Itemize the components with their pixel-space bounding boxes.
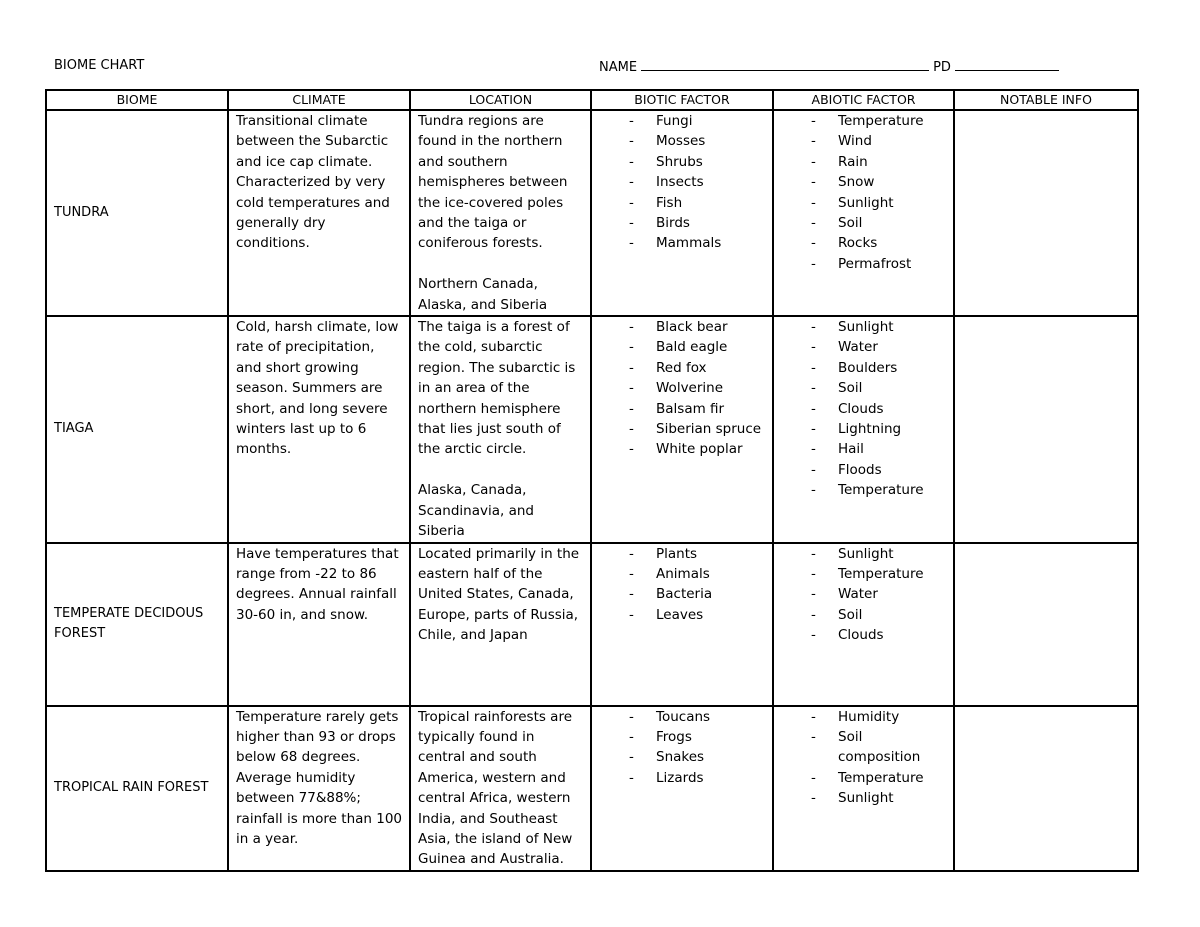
biome-table bbox=[45, 89, 1139, 872]
table-row bbox=[46, 316, 1138, 542]
biotic-cell bbox=[591, 316, 773, 542]
notable-info-cell[interactable] bbox=[954, 110, 1138, 316]
list-item: - Water bbox=[811, 337, 947, 357]
location-text: Located primarily in the eastern half of the United States, Canada, Europe, parts of Russia, Chile, and Japan bbox=[418, 545, 580, 644]
abiotic-cell bbox=[773, 543, 954, 706]
list-item: - Temperature bbox=[811, 768, 947, 788]
list-item: - Sunlight bbox=[811, 193, 947, 213]
table-row bbox=[46, 706, 1138, 871]
notable-info-cell[interactable] bbox=[954, 543, 1138, 706]
climate-cell: Cold, harsh climate, low rate of precipitation, and short growing season. Summers are short, and long severe winters last up to 6 months. bbox=[228, 316, 410, 542]
list-item: - Black bear bbox=[629, 317, 766, 337]
column-header-notable: NOTABLE INFO bbox=[954, 90, 1138, 110]
list-item: - Toucans bbox=[629, 707, 766, 727]
list-item: - Frogs bbox=[629, 727, 766, 747]
list-item: - Mammals bbox=[629, 233, 766, 253]
climate-cell: Temperature rarely gets higher than 93 or drops below 68 degrees. Average humidity between 77&88%; rainfall is more than 100 in a year. bbox=[228, 706, 410, 871]
location-text: The taiga is a forest of the cold, subarctic region. The subarctic is in an area of the northern hemisphere that lies just south of the arctic circle. bbox=[418, 319, 576, 458]
list-item: - Sunlight bbox=[811, 544, 947, 564]
list-item: - Clouds bbox=[811, 625, 947, 645]
list-item: - Soil bbox=[811, 605, 947, 625]
list-item: - Fungi bbox=[629, 111, 766, 131]
location-cell bbox=[410, 706, 591, 871]
list-item: - Birds bbox=[629, 213, 766, 233]
biome-cell: TIAGA bbox=[46, 316, 228, 542]
name-label: NAME bbox=[599, 60, 638, 75]
biome-cell: TEMPERATE DECIDOUS FOREST bbox=[46, 543, 228, 706]
biome-cell: TROPICAL RAIN FOREST bbox=[46, 706, 228, 871]
list-item: - Lightning bbox=[811, 419, 947, 439]
list-item: - Permafrost bbox=[811, 254, 947, 274]
list-item: - Mosses bbox=[629, 131, 766, 151]
list-item: - Boulders bbox=[811, 358, 947, 378]
biotic-cell bbox=[591, 706, 773, 871]
chart-title: BIOME CHART bbox=[54, 58, 145, 73]
location-text: Tropical rainforests are typically found in central and south America, western and central Africa, western India, and Southeast Asia, the island of New Guinea and Australia. bbox=[418, 708, 573, 868]
table-row bbox=[46, 543, 1138, 706]
biotic-cell bbox=[591, 110, 773, 316]
list-item: - Rain bbox=[811, 152, 947, 172]
location-text: Tundra regions are found in the northern and southern hemispheres between the ice-covered poles and the taiga or coniferous forests. bbox=[418, 113, 568, 252]
biotic-cell bbox=[591, 543, 773, 706]
location-places: Alaska, Canada, Scandinavia, and Siberia bbox=[418, 482, 534, 540]
list-item: - Fish bbox=[629, 193, 766, 213]
list-item: - Wind bbox=[811, 131, 947, 151]
list-item: - Lizards bbox=[629, 768, 766, 788]
list-item: - Wolverine bbox=[629, 378, 766, 398]
biome-cell: TUNDRA bbox=[46, 110, 228, 316]
location-cell bbox=[410, 110, 591, 316]
name-blank[interactable] bbox=[641, 58, 929, 71]
list-item: - Shrubs bbox=[629, 152, 766, 172]
list-item: - Bald eagle bbox=[629, 337, 766, 357]
column-header-location: LOCATION bbox=[410, 90, 591, 110]
list-item: - Siberian spruce bbox=[629, 419, 766, 439]
list-item: - Balsam fir bbox=[629, 399, 766, 419]
list-item: - Soil bbox=[811, 378, 947, 398]
list-item: - Snow bbox=[811, 172, 947, 192]
notable-info-cell[interactable] bbox=[954, 316, 1138, 542]
location-cell bbox=[410, 543, 591, 706]
list-item: - Bacteria bbox=[629, 584, 766, 604]
list-item: - Sunlight bbox=[811, 788, 947, 808]
list-item: - Hail bbox=[811, 439, 947, 459]
climate-cell: Have temperatures that range from -22 to 86 degrees. Annual rainfall 30-60 in, and snow. bbox=[228, 543, 410, 706]
notable-info-cell[interactable] bbox=[954, 706, 1138, 871]
name-pd-line bbox=[599, 58, 1059, 75]
abiotic-cell bbox=[773, 706, 954, 871]
location-cell bbox=[410, 316, 591, 542]
list-item: - White poplar bbox=[629, 439, 766, 459]
climate-cell: Transitional climate between the Subarctic and ice cap climate. Characterized by very cold temperatures and generally dry conditions. bbox=[228, 110, 410, 316]
location-places: Northern Canada, Alaska, and Siberia bbox=[418, 276, 548, 313]
column-header-climate: CLIMATE bbox=[228, 90, 410, 110]
table-row bbox=[46, 110, 1138, 316]
list-item: - Water bbox=[811, 584, 947, 604]
list-item: - Plants bbox=[629, 544, 766, 564]
list-item: - Sunlight bbox=[811, 317, 947, 337]
column-header-biome: BIOME bbox=[46, 90, 228, 110]
list-item: - Temperature bbox=[811, 480, 947, 500]
abiotic-cell bbox=[773, 316, 954, 542]
list-item: - Insects bbox=[629, 172, 766, 192]
list-item: - Humidity bbox=[811, 707, 947, 727]
list-item: - Animals bbox=[629, 564, 766, 584]
abiotic-cell bbox=[773, 110, 954, 316]
list-item: - Temperature bbox=[811, 111, 947, 131]
header-row bbox=[46, 90, 1138, 110]
pd-label: PD bbox=[933, 60, 951, 75]
list-item: - Soil bbox=[811, 213, 947, 233]
list-item: - Temperature bbox=[811, 564, 947, 584]
list-item: - Snakes bbox=[629, 747, 766, 767]
list-item: - Clouds bbox=[811, 399, 947, 419]
column-header-biotic: BIOTIC FACTOR bbox=[591, 90, 773, 110]
list-item: - Soil composition bbox=[811, 727, 947, 768]
pd-blank[interactable] bbox=[955, 58, 1059, 71]
list-item: - Leaves bbox=[629, 605, 766, 625]
list-item: - Rocks bbox=[811, 233, 947, 253]
list-item: - Red fox bbox=[629, 358, 766, 378]
column-header-abiotic: ABIOTIC FACTOR bbox=[773, 90, 954, 110]
list-item: - Floods bbox=[811, 460, 947, 480]
